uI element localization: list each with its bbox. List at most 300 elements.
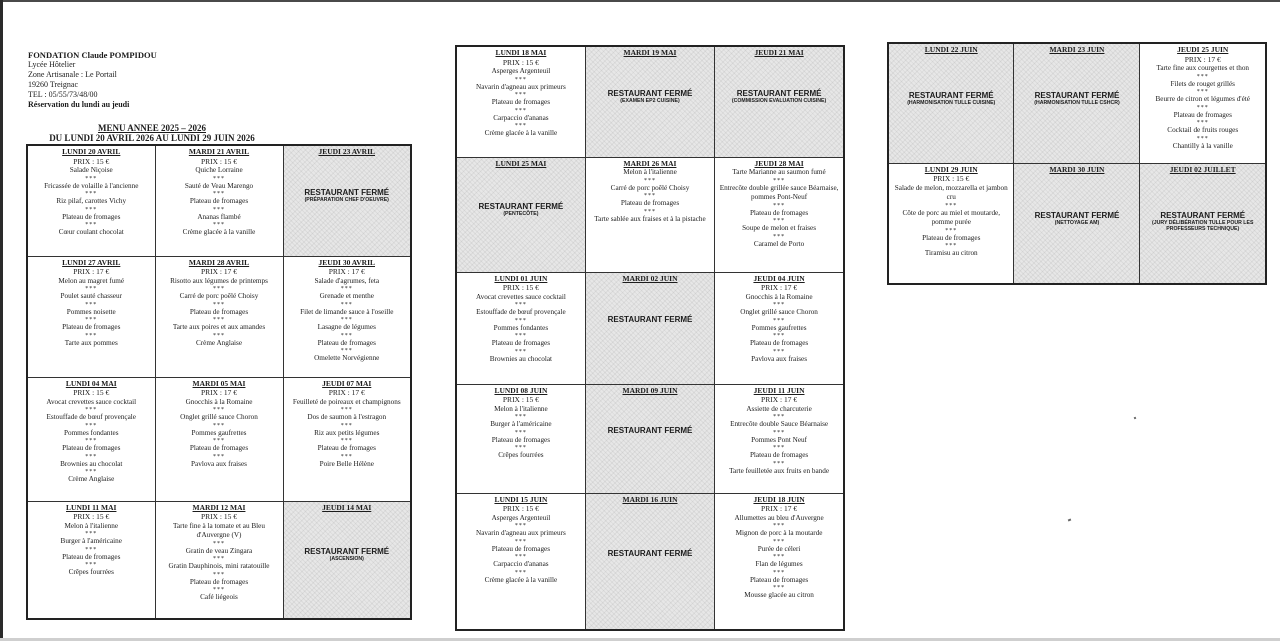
course-separator: *** — [773, 233, 786, 240]
dish-item: Plateau de fromages — [189, 307, 249, 316]
dish-item: Onglet grillé sauce Choron — [740, 308, 818, 316]
course-separator: *** — [643, 177, 656, 184]
course-separator: *** — [773, 445, 786, 451]
course-separator: *** — [213, 453, 225, 460]
day-menu-cell — [27, 256, 155, 377]
course-separator: *** — [773, 177, 786, 184]
day-heading: MARDI 30 JUIN — [1049, 164, 1105, 174]
dish-item: Gratin de veau Zingara — [185, 546, 253, 555]
organization-name: FONDATION Claude POMPIDOU — [28, 50, 157, 60]
day-heading: JEUDI 07 MAI — [322, 378, 372, 388]
menu-title-year: MENU ANNEE 2025 – 2026 — [97, 123, 206, 133]
course-separator: *** — [514, 107, 527, 114]
course-separator: *** — [514, 445, 527, 451]
dish-item: Assiette de charcuterie — [746, 404, 812, 413]
dish-item: Riz pilaf, carottes Vichy — [56, 197, 127, 205]
dish-item: Pommes fondantes — [493, 323, 549, 332]
dish-item: Omelette Norvégienne — [314, 354, 380, 362]
dish-item: Avocat crevettes sauce cocktail — [46, 397, 137, 406]
course-separator: *** — [213, 571, 225, 578]
dish-item: Entrecôte double Sauce Béarnaise — [730, 420, 829, 428]
dish-item: Filets de rouget grillés — [1170, 79, 1235, 88]
dish-item: Pommes fondantes — [64, 428, 119, 437]
course-separator: *** — [514, 554, 527, 560]
course-separator: *** — [213, 175, 225, 182]
course-separator: *** — [213, 222, 225, 228]
course-separator: *** — [643, 193, 656, 199]
day-menu-cell — [456, 493, 585, 630]
dish-item: Crème Anglaise — [195, 338, 243, 347]
dish-item: Risotto aux légumes de printemps — [170, 276, 268, 285]
day-heading: JEUDI 11 JUIN — [753, 385, 805, 395]
dish-item: Crème glacée à la vanille — [182, 228, 256, 236]
course-separator: *** — [1196, 104, 1209, 111]
course-separator: *** — [773, 460, 786, 467]
dish-item: Asperges Argenteuil — [491, 513, 551, 522]
dish-item: Asperges Argenteuil — [491, 67, 551, 75]
dish-item: Pommes gaufrettes — [191, 428, 247, 437]
course-separator: *** — [85, 562, 98, 568]
course-separator: *** — [340, 438, 353, 444]
city-line: 19260 Treignac — [28, 80, 78, 89]
closed-day-cell — [283, 145, 411, 256]
day-heading: JEUDI 25 JUIN — [1177, 45, 1229, 54]
dish-item: Crème glacée à la vanille — [484, 575, 558, 584]
day-heading: LUNDI 20 AVRIL — [62, 147, 121, 156]
day-heading: MARDI 09 JUIN — [622, 385, 678, 395]
menu-price: PRIX : 17 € — [200, 388, 238, 397]
dish-item: Crêpes fourrées — [68, 568, 114, 576]
dish-item: Plateau de fromages — [749, 339, 809, 347]
dish-item: Pavlova aux fraises — [751, 354, 808, 363]
day-heading: LUNDI 11 MAI — [66, 502, 117, 512]
closed-message: RESTAURANT FERMÉ — [736, 89, 822, 98]
dish-item: Plateau de fromages — [1173, 110, 1232, 119]
day-menu-cell — [27, 145, 155, 256]
dish-item: Plateau de fromages — [189, 444, 249, 452]
course-separator: *** — [213, 191, 225, 197]
course-separator: *** — [945, 202, 958, 209]
dish-item: Plateau de fromages — [317, 444, 376, 452]
day-menu-cell — [715, 384, 844, 493]
dish-item: Avocat crevettes sauce cocktail — [475, 292, 566, 301]
course-separator: *** — [213, 301, 225, 308]
dish-item: Grenade et menthe — [319, 292, 374, 300]
dish-item: Gnocchis à la Romaine — [185, 397, 253, 406]
course-separator: *** — [514, 414, 527, 420]
dish-item: Allumettes au bleu d'Auvergne — [734, 513, 824, 522]
phone-line: TEL : 05/55/73/48/00 — [28, 90, 98, 99]
course-separator: *** — [773, 317, 786, 324]
menu-week-row — [27, 377, 411, 501]
dish-item: Navarin d'agneau aux primeurs — [476, 82, 566, 91]
closed-message: RESTAURANT FERMÉ — [304, 188, 390, 197]
closed-day-cell — [283, 501, 411, 619]
dish-item: Plateau de fromages — [62, 552, 121, 561]
closed-message: RESTAURANT FERMÉ — [478, 201, 564, 211]
course-separator: *** — [213, 317, 225, 323]
dish-item: Poulet sauté chasseur — [60, 292, 122, 300]
day-menu-cell — [715, 157, 844, 272]
dish-item: Plateau de fromages — [62, 212, 121, 221]
menu-price: PRIX : 15 € — [200, 156, 238, 166]
closed-message: RESTAURANT FERMÉ — [1034, 90, 1120, 100]
course-separator: *** — [773, 348, 786, 355]
dish-item: Ananas flambé — [197, 212, 241, 221]
course-separator: *** — [85, 301, 98, 308]
menu-price: PRIX : 17 € — [73, 267, 110, 276]
dish-item: Sauté de Veau Marengo — [184, 181, 254, 190]
course-separator: *** — [213, 556, 225, 562]
dish-item: Gratin Dauphinois, mini ratatouille — [168, 562, 270, 570]
dish-item: Mousse glacée au citron — [744, 591, 814, 599]
dish-item: Plateau de fromages — [189, 577, 249, 586]
menu-week-row — [456, 272, 844, 384]
course-separator: *** — [85, 332, 98, 339]
menu-table-april-may — [26, 144, 412, 620]
menu-week-row — [456, 46, 844, 157]
dish-item: Carpaccio d'ananas — [493, 560, 549, 568]
dish-item: Brownies au chocolat — [60, 459, 123, 468]
course-separator: *** — [514, 348, 527, 355]
dish-item: Tarte Marianne au saumon fumé — [732, 168, 826, 176]
course-separator: *** — [85, 438, 98, 444]
dish-item: Tarte sablée aux fraises et à la pistache — [594, 214, 706, 223]
dish-item: Plateau de fromages — [749, 451, 809, 459]
course-separator: *** — [85, 422, 98, 429]
dish-item: Carré de porc poêlé Choisy — [610, 183, 690, 192]
dish-item: Burger à l'américaine — [490, 420, 552, 428]
dish-item: Onglet grillé sauce Choron — [180, 413, 258, 421]
dish-item: Plateau de fromages — [922, 233, 981, 242]
day-menu-cell — [27, 501, 155, 619]
dish-item: Plateau de fromages — [749, 208, 809, 217]
day-heading: MARDI 19 MAI — [623, 48, 677, 57]
dish-item: Pommes gaufrettes — [751, 323, 807, 332]
menu-price: PRIX : 15 € — [933, 174, 970, 183]
day-menu-cell — [585, 157, 714, 272]
dish-item: Navarin d'agneau aux primeurs — [476, 529, 566, 537]
course-separator: *** — [340, 422, 353, 429]
menu-price: PRIX : 17 € — [761, 283, 798, 292]
course-separator: *** — [213, 332, 225, 339]
closed-day-cell — [585, 493, 714, 630]
course-separator: *** — [773, 218, 786, 224]
course-separator: *** — [514, 538, 527, 545]
course-separator: *** — [514, 523, 527, 529]
dish-item: Plateau de fromages — [62, 323, 121, 331]
course-separator: *** — [85, 191, 98, 197]
day-heading: MARDI 05 MAI — [192, 378, 246, 388]
menu-price: PRIX : 15 € — [73, 388, 110, 397]
closed-reason: (HARMONISATION TULLE CUISINE) — [907, 99, 996, 106]
course-separator: *** — [85, 206, 98, 213]
dish-item: Crème Anglaise — [68, 475, 115, 483]
closed-reason: (HARMONISATION TULLE CSHCR) — [1034, 99, 1120, 106]
menu-week-row — [27, 145, 411, 256]
course-separator: *** — [773, 569, 786, 576]
course-separator: *** — [773, 538, 786, 545]
course-separator: *** — [213, 407, 225, 413]
dish-item: Poire Belle Hélène — [319, 459, 374, 468]
day-heading: LUNDI 29 JUIN — [924, 164, 978, 174]
day-heading: MARDI 21 AVRIL — [188, 147, 250, 156]
scan-top-edge — [0, 0, 1280, 2]
dish-item: Pommes noisette — [66, 307, 116, 316]
dish-item: Tiramisu au citron — [924, 249, 978, 257]
dish-item: Melon au magret fumé — [58, 276, 125, 285]
course-separator: *** — [340, 332, 353, 339]
course-separator: *** — [773, 202, 786, 209]
course-separator: *** — [1196, 73, 1209, 80]
dish-item: Chantilly à la vanille — [1172, 141, 1233, 150]
dish-item: Carré de porc poêlé Choisy — [179, 292, 259, 300]
day-heading: JEUDI 23 AVRIL — [318, 147, 376, 156]
course-separator: *** — [213, 438, 225, 444]
menu-week-row — [456, 493, 844, 630]
menu-title-period: DU LUNDI 20 AVRIL 2026 AU LUNDI 29 JUIN 2026 — [49, 133, 255, 143]
dish-item: Beurre de citron et légumes d'été — [1155, 95, 1250, 103]
address-line: Zone Artisanale : Le Portail — [28, 70, 117, 79]
closed-message: RESTAURANT FERMÉ — [607, 548, 693, 558]
course-separator: *** — [1196, 135, 1209, 142]
course-separator: *** — [945, 243, 958, 249]
course-separator: *** — [213, 587, 225, 593]
dish-item: Caramel de Porto — [753, 239, 805, 248]
menu-price: PRIX : 17 € — [761, 395, 798, 404]
dish-item: Pavlova aux fraises — [191, 459, 247, 468]
dish-item: Cocktail de fruits rouges — [1167, 126, 1239, 134]
day-heading: MARDI 28 AVRIL — [188, 257, 250, 267]
closed-day-cell — [585, 46, 714, 157]
dish-item: Pommes Pont Neuf — [751, 435, 808, 444]
day-menu-cell — [155, 145, 283, 256]
course-separator: *** — [514, 569, 527, 576]
menu-price: PRIX : 15 € — [502, 395, 539, 404]
dish-item: Plateau de fromages — [491, 544, 551, 553]
dish-item: Estouffade de bœuf provençale — [46, 413, 136, 421]
day-heading: JEUDI 18 JUIN — [753, 494, 805, 504]
dish-item: Tarte aux pommes — [64, 338, 118, 347]
menu-price: PRIX : 17 € — [761, 504, 798, 513]
school-name: Lycée Hôtelier — [28, 60, 76, 69]
dish-item: Melon à l'italienne — [623, 168, 677, 176]
day-heading: LUNDI 27 AVRIL — [62, 257, 121, 267]
day-heading: JEUDI 04 JUIN — [753, 273, 805, 283]
dish-item: Brownies au chocolat — [489, 354, 553, 363]
day-heading: MARDI 23 JUIN — [1049, 45, 1105, 54]
dish-item: Dos de saumon à l'estragon — [307, 413, 387, 421]
day-heading: JEUDI 02 JUILLET — [1169, 164, 1236, 174]
day-menu-cell — [715, 272, 844, 384]
day-heading: LUNDI 04 MAI — [65, 378, 117, 388]
course-separator: *** — [85, 286, 98, 292]
day-menu-cell — [283, 256, 411, 377]
closed-reason: (ASCENSION) — [329, 556, 364, 562]
dish-item: Lasagne de légumes — [317, 323, 376, 331]
course-separator: *** — [643, 208, 656, 215]
day-heading: LUNDI 22 JUIN — [924, 45, 978, 54]
closed-day-cell — [456, 157, 585, 272]
course-separator: *** — [945, 227, 958, 234]
menu-price: PRIX : 15 € — [502, 283, 539, 292]
day-heading: LUNDI 25 MAI — [495, 158, 547, 168]
menu-price: PRIX : 15 € — [73, 156, 110, 166]
dish-item: Plateau de fromages — [491, 98, 551, 106]
school-header — [28, 50, 157, 110]
reservation-note: Réservation du lundi au jeudi — [28, 100, 130, 109]
closed-message: RESTAURANT FERMÉ — [304, 547, 390, 556]
dish-item: Plateau de fromages — [189, 197, 249, 205]
course-separator: *** — [213, 206, 225, 213]
course-separator: *** — [85, 453, 98, 460]
day-heading: JEUDI 21 MAI — [754, 48, 804, 57]
dish-item: Tarte aux poires et aux amandes — [172, 323, 266, 331]
day-menu-cell — [456, 384, 585, 493]
course-separator: *** — [773, 414, 786, 420]
menu-week-row — [27, 501, 411, 619]
day-menu-cell — [888, 163, 1014, 284]
day-heading: LUNDI 01 JUIN — [494, 273, 548, 283]
closed-day-cell — [888, 43, 1014, 163]
dish-item: Salade de melon, mozzarella et jambon cru — [894, 183, 1008, 201]
course-separator: *** — [85, 317, 98, 323]
course-separator: *** — [514, 92, 527, 98]
day-heading: LUNDI 15 JUIN — [494, 494, 548, 504]
dish-item: Mignon de porc à la moutarde — [735, 529, 823, 537]
dish-item: Crêpes fourrées — [498, 451, 544, 459]
dish-item: Purée de céleri — [757, 544, 801, 553]
day-menu-cell — [27, 377, 155, 501]
course-separator: *** — [85, 407, 98, 413]
dish-item: Crème glacée à la vanille — [484, 129, 558, 137]
dish-item: Melon à l'italienne — [64, 521, 119, 530]
course-separator: *** — [773, 554, 786, 560]
course-separator: *** — [514, 302, 527, 308]
dish-item: Soupe de melon et fraises — [742, 224, 816, 232]
course-separator: *** — [1196, 89, 1209, 95]
menu-week-row — [456, 157, 844, 272]
closed-message: RESTAURANT FERMÉ — [607, 315, 693, 324]
dish-item: Plateau de fromages — [62, 444, 121, 452]
closed-message: RESTAURANT FERMÉ — [607, 89, 693, 98]
menu-price: PRIX : 17 € — [328, 388, 365, 397]
day-menu-cell — [155, 501, 283, 619]
dish-item: Estouffade de bœuf provençale — [476, 308, 566, 316]
dish-item: Gnocchis à la Romaine — [745, 292, 813, 301]
closed-day-cell — [1014, 43, 1140, 163]
course-separator: *** — [85, 175, 98, 182]
day-heading: LUNDI 08 JUIN — [494, 385, 548, 395]
day-menu-cell — [715, 493, 844, 630]
menu-price: PRIX : 15 € — [73, 512, 110, 521]
day-menu-cell — [155, 377, 283, 501]
closed-reason: (EXAMEN EP2 CUISINE) — [620, 98, 680, 104]
course-separator: *** — [340, 286, 353, 292]
menu-price: PRIX : 17 € — [200, 267, 238, 276]
dish-item: Salade Niçoise — [69, 166, 113, 174]
dish-item: Plateau de fromages — [317, 338, 376, 347]
dish-item: Café liégeois — [200, 593, 238, 601]
closed-message: RESTAURANT FERMÉ — [607, 425, 693, 435]
course-separator: *** — [213, 422, 225, 429]
dish-item: Plateau de fromages — [491, 339, 551, 347]
scan-left-edge — [0, 0, 3, 641]
course-separator: *** — [773, 302, 786, 308]
closed-day-cell — [715, 46, 844, 157]
day-heading: JEUDI 28 MAI — [754, 158, 804, 168]
dish-item: Tarte fine à la tomate et au Bleu d'Auvergne (V) — [173, 521, 265, 539]
course-separator: *** — [340, 348, 353, 354]
dish-item: Flan de légumes — [755, 560, 803, 568]
dish-item: Filet de limande sauce à l'oseille — [300, 307, 394, 316]
closed-reason: (PRÉPARATION CHEF D'OEUVRE) — [304, 197, 389, 203]
dish-item: Entrecôte double grillée sauce Béarnaise, pommes Pont-Neuf — [719, 183, 839, 201]
closed-reason: (COMMISSION EVALUATION CUISINE) — [731, 98, 827, 104]
day-menu-cell — [456, 272, 585, 384]
day-heading: MARDI 12 MAI — [192, 502, 246, 512]
course-separator: *** — [514, 429, 527, 436]
closed-day-cell — [1140, 163, 1266, 284]
course-separator: *** — [773, 585, 786, 591]
closed-reason: (PENTECÔTE) — [503, 210, 539, 217]
day-heading: MARDI 02 JUIN — [622, 273, 678, 283]
dish-item: Melon à l'italienne — [494, 404, 548, 413]
menu-week-row — [888, 163, 1266, 284]
menu-title — [26, 123, 278, 143]
course-separator: *** — [514, 123, 527, 129]
course-separator: *** — [85, 546, 98, 553]
menu-price: PRIX : 15 € — [502, 57, 539, 67]
dish-item: Salade d'agrumes, feta — [314, 276, 380, 285]
menu-week-row — [888, 43, 1266, 163]
dish-item: Tarte fine aux courgettes et thon — [1156, 64, 1250, 72]
course-separator: *** — [1196, 120, 1209, 126]
menu-price: PRIX : 15 € — [502, 504, 539, 513]
day-menu-cell — [283, 377, 411, 501]
course-separator: *** — [514, 333, 527, 339]
course-separator: *** — [340, 453, 353, 460]
dish-item: Quiche Lorraine — [195, 166, 243, 174]
course-separator: *** — [340, 301, 353, 308]
scan-speck — [1068, 519, 1072, 522]
course-separator: *** — [85, 469, 98, 475]
course-separator: *** — [85, 222, 98, 228]
menu-price: PRIX : 17 € — [328, 267, 365, 276]
dish-item: Burger à l'américaine — [60, 537, 122, 545]
closed-day-cell — [585, 272, 714, 384]
course-separator: *** — [213, 540, 225, 547]
menu-week-row — [27, 256, 411, 377]
scan-speck — [1134, 417, 1137, 420]
dish-item: Plateau de fromages — [749, 575, 809, 584]
course-separator: *** — [85, 531, 98, 537]
dish-item: Carpaccio d'ananas — [493, 113, 549, 122]
day-menu-cell — [155, 256, 283, 377]
course-separator: *** — [340, 407, 353, 413]
menu-table-may-june — [455, 45, 845, 631]
course-separator: *** — [340, 317, 353, 323]
dish-item: Riz aux petits légumes — [314, 428, 380, 437]
course-separator: *** — [514, 76, 527, 83]
menu-week-row — [456, 384, 844, 493]
day-heading: MARDI 16 JUIN — [622, 494, 678, 504]
closed-message: RESTAURANT FERMÉ — [908, 90, 994, 100]
day-heading: MARDI 26 MAI — [623, 158, 677, 168]
day-heading: JEUDI 30 AVRIL — [318, 257, 376, 267]
dish-item: Fricassée de volaille à l'ancienne — [44, 181, 139, 190]
menu-price: PRIX : 17 € — [1184, 54, 1221, 64]
